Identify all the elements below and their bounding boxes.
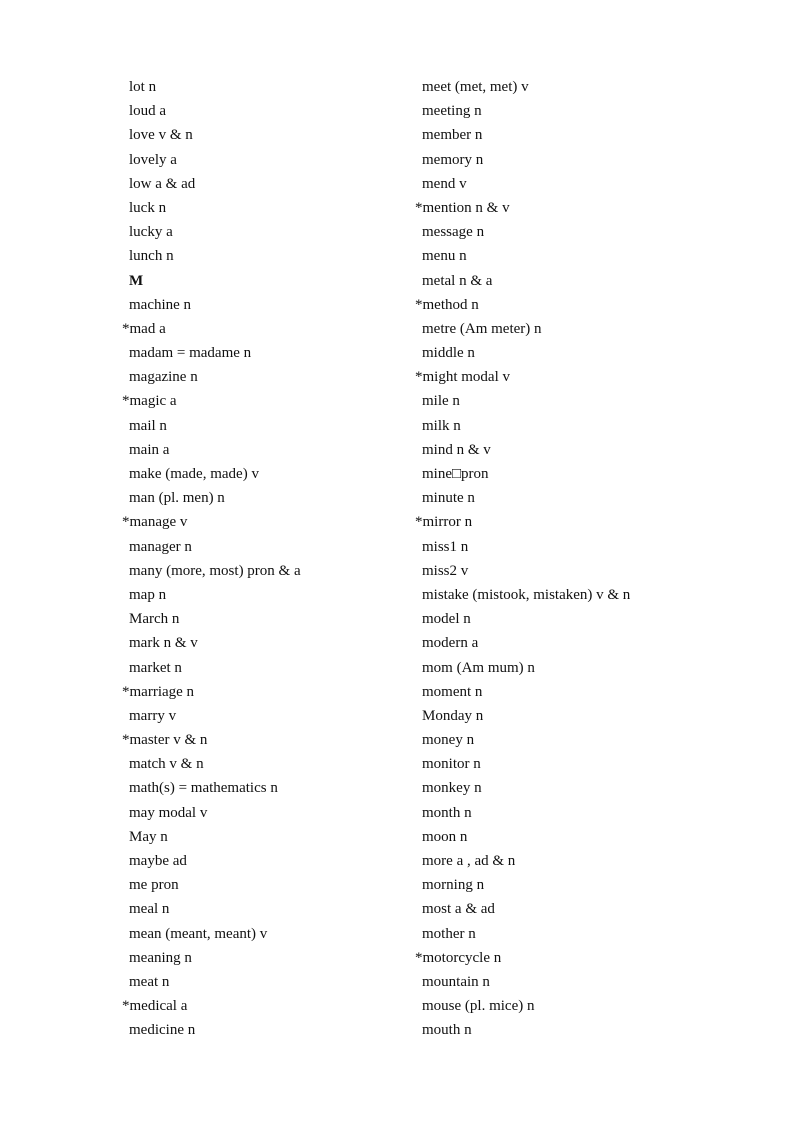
word-entry: monitor n <box>422 756 481 773</box>
word-entry: madam = madame n <box>129 345 252 362</box>
word-entry: *mirror n <box>415 514 473 531</box>
word-entry: lovely a <box>129 151 177 168</box>
word-entry: mark n & v <box>129 635 198 652</box>
word-entry: miss2 v <box>422 562 469 579</box>
word-entry: make (made, made) v <box>129 466 259 482</box>
word-entry: mean (meant, meant) v <box>129 925 268 942</box>
word-entry: luck n <box>129 199 167 216</box>
word-entry: minute n <box>422 490 475 507</box>
word-entry: may modal v <box>129 804 208 821</box>
word-entry: metal n & a <box>422 272 493 289</box>
word-entry: maybe ad <box>129 853 187 869</box>
word-entry: market n <box>129 659 182 676</box>
word-entry: memory n <box>422 151 484 168</box>
word-entry: main a <box>129 441 170 458</box>
word-entry: modern a <box>422 635 479 652</box>
word-entry: meaning n <box>129 949 192 966</box>
word-entry: mind n & v <box>422 441 491 458</box>
word-entry: mother n <box>422 925 476 942</box>
word-entry: match v & n <box>129 756 204 773</box>
word-entry: model n <box>422 611 471 628</box>
word-entry: monkey n <box>422 780 482 797</box>
word-entry: math(s) = mathematics n <box>129 780 278 797</box>
word-entry: mouse (pl. mice) n <box>422 998 535 1015</box>
word-entry: middle n <box>422 345 475 362</box>
word-entry: mistake (mistook, mistaken) v & n <box>422 586 631 603</box>
word-entry: *marriage n <box>122 683 195 700</box>
word-entry: meet (met, met) v <box>422 79 529 95</box>
word-entry: miss1 n <box>422 538 469 555</box>
word-entry: morning n <box>422 877 485 894</box>
word-entry: menu n <box>422 248 467 265</box>
word-entry: moment n <box>422 683 483 700</box>
word-entry: *motorcycle n <box>415 949 502 966</box>
word-entry: marry v <box>129 707 177 724</box>
word-entry: *manage v <box>122 514 188 531</box>
word-entry: May n <box>129 828 168 845</box>
word-entry: most a & ad <box>422 901 495 918</box>
word-entry: meat n <box>129 973 170 990</box>
word-entry: *method n <box>415 296 479 313</box>
right-word-column <box>415 75 630 1043</box>
word-entry: mine□pron <box>422 466 489 482</box>
word-entry: *might modal v <box>415 369 510 386</box>
word-entry: mouth n <box>422 1022 472 1039</box>
word-entry: metre (Am meter) n <box>422 320 542 337</box>
word-entry: lunch n <box>129 248 174 265</box>
word-entry: milk n <box>422 417 461 434</box>
word-entry: lot n <box>129 79 157 95</box>
word-entry: mile n <box>422 393 460 410</box>
word-entry: Monday n <box>422 707 484 724</box>
word-entry: magazine n <box>129 369 198 386</box>
word-entry: mom (Am mum) n <box>422 659 535 676</box>
word-entry: manager n <box>129 538 192 555</box>
word-entry: love v & n <box>129 127 193 144</box>
word-entry: *mad a <box>122 320 166 337</box>
section-heading: M <box>129 272 144 289</box>
word-entry: mend v <box>422 175 467 192</box>
word-entry: me pron <box>129 877 179 894</box>
word-entry: more a , ad & n <box>422 853 516 869</box>
word-entry: many (more, most) pron & a <box>129 562 301 579</box>
word-entry: lucky a <box>129 224 173 241</box>
word-entry: moon n <box>422 828 468 845</box>
word-entry: map n <box>129 586 167 603</box>
word-entry: medicine n <box>129 1022 196 1039</box>
left-word-column <box>122 75 301 1043</box>
word-entry: low a & ad <box>129 175 196 192</box>
word-entry: loud a <box>129 103 167 120</box>
word-entry: *medical a <box>122 998 188 1015</box>
word-entry: machine n <box>129 296 192 313</box>
word-entry: month n <box>422 804 472 821</box>
word-entry: March n <box>129 611 180 628</box>
word-entry: mail n <box>129 417 167 434</box>
word-entry: meeting n <box>422 103 482 120</box>
word-entry: *master v & n <box>122 732 208 749</box>
word-entry: *magic a <box>122 393 177 410</box>
word-entry: mountain n <box>422 973 490 990</box>
word-entry: money n <box>422 732 475 749</box>
word-entry: *mention n & v <box>415 199 510 216</box>
word-entry: member n <box>422 127 483 144</box>
word-entry: message n <box>422 224 485 241</box>
word-entry: man (pl. men) n <box>129 490 225 507</box>
word-entry: meal n <box>129 901 170 918</box>
